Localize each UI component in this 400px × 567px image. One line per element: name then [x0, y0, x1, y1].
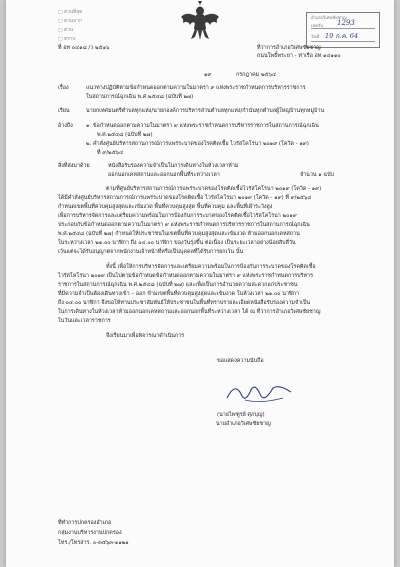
subject-label: เรื่อง	[58, 85, 69, 91]
body-p2-line: ทั้งนี้ เพื่อให้การบริหารจัดการและเตรียมความพร้อมในการป้องกันการระบาดของโรคติดเชื้อ	[106, 264, 316, 270]
date-day: ๑๙	[204, 72, 212, 78]
enclosure-line-1: หนังสือรับรองความจำเป็นในการเดินทางในห้วงเวลาห้าม	[108, 163, 239, 169]
document-number: ที่ อท ๐๔๑๘ /ว ๒๕๑๖	[58, 45, 110, 51]
checkbox-very-urgent[interactable]: □ ด่วนมาก	[58, 19, 82, 24]
body-p2-line: ในวันและเวลาราชการ	[58, 318, 111, 324]
enclosure-quantity: จำนวน ๑ ฉบับ	[300, 172, 334, 178]
checkbox-acknowledge[interactable]: □ ทราบ	[58, 37, 76, 42]
reference-2-line-2: ที่ ๙/๒๕๖๔	[97, 150, 124, 156]
subject-line-1: แนวทางปฏิบัติตามข้อกำหนดออกตามความในมาตรา ๙ แห่งพระราชกำหนดการบริหารราชการ	[86, 85, 306, 91]
stamp-number-label: เลขรับ	[311, 24, 324, 29]
body-p2-line: ไวรัสโคโรนา ๒๐๑๙ เป็นไปตามข้อกำหนดข้อกำหนดออกตามความในมาตรา ๙ แห่งพระราชกำหนดการบริหาร	[58, 273, 313, 279]
stamp-office-label: อำเภอวิเศษชัยชาญ	[311, 16, 347, 21]
reference-label: อ้างถึง	[58, 123, 73, 129]
closing-regards: ขอแสดงความนับถือ	[217, 358, 264, 364]
stamp-number: 1293	[337, 19, 355, 27]
subject-line-2: ในสถานการณ์ฉุกเฉิน พ.ศ.๒๕๔๘ (ฉบับที่ ๒๗)	[86, 94, 194, 100]
footer-telephone: โทร./โทรสาร. ๐-๓๕๖๓-๑๑๒๑	[58, 540, 129, 546]
body-p1-line: พ.ศ.๒๕๔๘ (ฉบับที่ ๒๗) กำหนดให้ประชาชนในเขตพื้นที่ควบคุมสูงสุดและเข้มงวด ห้ามออกนอกเคหสถาน	[58, 231, 300, 237]
stamp-date: 19 ก.ค. 64	[325, 32, 359, 40]
receipt-stamp	[306, 12, 380, 48]
body-p1-line: ได้มีคำสั่งศูนย์บริหารสถานการณ์การแพร่ระบาดของโรคติดเชื้อ ไวรัสโคโรนา ๒๐๑๙ (โควิด - ๑๙) ที่ ๙/๒๕๖๔	[58, 195, 312, 201]
reference-2-line-1: ๒. คำสั่งศูนย์บริหารสถานการณ์การแพร่ระบาดของโรคติดเชื้อ ไวรัสโคโรนา ๒๐๑๙ (โควิด - ๑๙)	[86, 141, 309, 147]
body-p1-line: กำหนดเขตพื้นที่ควบคุมสูงสุดและเข้มงวด พื้นที่ควบคุมสูงสุด พื้นที่ควบคุม และพื้นที่เฝ้าระวังสูง	[58, 204, 273, 210]
date-month-year: กรกฎาคม ๒๕๖๔	[236, 72, 277, 78]
document-page	[6, 0, 394, 567]
enclosure-line-2: ออกนอกเคหสถานและออกนอกพื้นที่ระหว่างเวลา	[108, 172, 220, 178]
signature-icon	[221, 378, 301, 408]
body-p1-line: เว้นแต่จะได้รับอนุญาตจากพนักงานเจ้าหน้าที่หรือเป็นบุคคลที่ได้รับการยกเว้น นั้น	[58, 249, 244, 255]
sender-address: ถนนโพธิ์พระยา - ท่าเรือ อท ๑๔๑๑๐	[257, 53, 341, 59]
footer-department: ที่ทำการปกครองอำเภอ	[58, 520, 112, 526]
body-p3: จึงเรียนมาเพื่อพิจารณาดำเนินการ	[106, 333, 185, 339]
reference-1-line-2: พ.ศ.๒๕๔๘ (ฉบับที่ ๒๗)	[97, 132, 153, 138]
body-p1-line: ตามที่ศูนย์บริหารสถานการณ์การแพร่ระบาดของโรคติดเชื้อไวรัสโคโรนา ๒๐๑๙ (โควิด - ๑๙)	[106, 186, 322, 192]
to-text: นายกเทศมนตรีตำบลทุกแห่ง/นายกองค์การบริหารส่วนตำบลทุกแห่ง/กำนันทุกตำบลผู้ใหญ่บ้านทุกหมู่บ้าน	[86, 108, 325, 114]
checkbox-urgent[interactable]: □ ด่วน	[58, 28, 74, 33]
checkbox-most-urgent[interactable]: □ ด่วนที่สุด	[58, 10, 83, 15]
to-label: เรียน	[58, 108, 70, 114]
body-p2-line: ถึง ๐๔.๐๐ นาฬิกา จึงขอให้ท่านประชาสัมพันธ์ให้ประชาชนในพื้นที่ทราบรายละเอียดหนังสือรับรองความจำเป็น	[58, 300, 311, 306]
stamp-date-label: วันที่	[311, 35, 320, 40]
signatory-name: (นายไพฑูรย์ ศุภบุญ)	[217, 412, 265, 418]
enclosure-label: สิ่งที่ส่งมาด้วย	[58, 163, 90, 169]
reference-1-line-1: ๑. ข้อกำหนดออกตามความในมาตรา ๙ แห่งพระราชกำหนดการบริหารราชการในสถานการณ์ฉุกเฉิน	[86, 123, 319, 129]
body-p1-line: ในระหว่างเวลา ๒๑.๐๐ นาฬิกา ถึง ๐๔.๐๐ นาฬิกา ของวันรุ่งขึ้น ต่อเนื่อง เป็นระยะเวลาอย่างน้อยสิบสี่วัน	[58, 240, 296, 246]
body-p1-line: ประกอบกับข้อกำหนดออกตามความในมาตรา ๙ แห่งพระราชกำหนดการบริหารราชการในสถานการณ์ฉุกเฉิน	[58, 222, 310, 228]
footer-section: กลุ่มงานบริหารงานปกครอง	[58, 530, 122, 536]
garuda-emblem-icon	[180, 1, 220, 41]
body-p1-line: เพื่อการบริหารจัดการและเตรียมความพร้อมในการป้องกันการระบาดของโรคติดเชื้อไวรัสโคโรนา ๒๐๑๙	[58, 213, 297, 219]
body-p2-line: ในการเดินทางในห้วงเวลาห้ามออกนอกเคหสถานและออกนอกพื้นที่ระหว่างเวลา ได้ ณ ที่ว่าการอำเภอวิเศษชัยชาญ	[58, 309, 321, 315]
sender-office: ที่ว่าการอำเภอวิเศษชัยชาญ	[257, 45, 321, 51]
body-p2-line: ที่มีความจำเป็นต้องเดินทางเข้า – ออก ข้ามเขตพื้นที่ควบคุมสูงสุดและเข้มงวด ในห้วงเวลา ๒๑.๐๐ นาฬิกา	[58, 291, 299, 297]
signatory-position: นายอำเภอวิเศษชัยชาญ	[216, 421, 271, 427]
body-p2-line: ราชการในสถานการณ์ฉุกเฉิน พ.ศ.๒๕๔๘ (ฉบับที่ ๒๗) และเพื่อเป็นการอำนวยความสะดวกแก่ประชาชน	[58, 282, 298, 288]
